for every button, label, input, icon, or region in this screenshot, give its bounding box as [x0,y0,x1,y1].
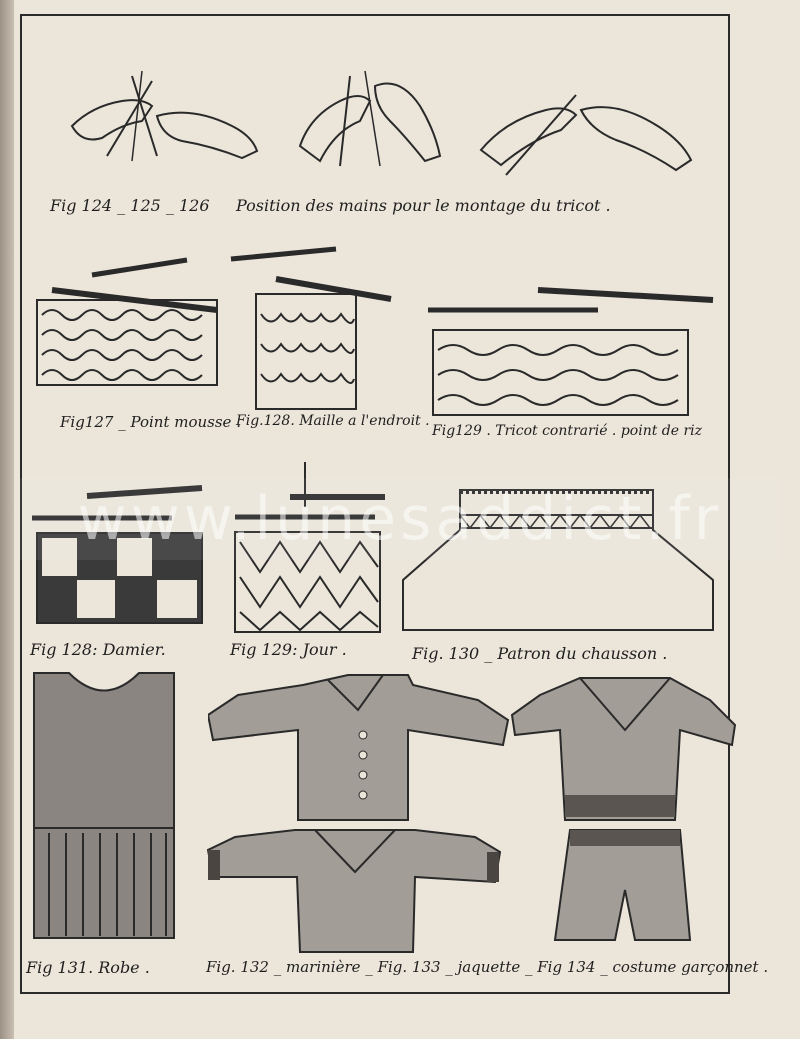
caption-fig-128-damier: Fig 128: Damier. [30,640,166,659]
mariniere-illustration [205,822,505,957]
stitch-illustration-maille-endroit [226,234,396,414]
dress-illustration [24,668,184,953]
caption-fig-128-endroit: Fig.128. Maille a l'endroit . [236,413,430,429]
caption-montage: Position des mains pour le montage du tricot . [236,196,611,215]
hands-illustration-124 [62,66,262,176]
hands-illustration-125 [290,66,450,176]
caption-fig-129-jour: Fig 129: Jour . [230,640,347,659]
watermark: www.lunesaddict.fr [20,478,780,560]
jacket-illustration [208,670,513,830]
caption-fig-124-126: Fig 124 _ 125 _ 126 [50,196,210,215]
sailor-suit-illustration [510,670,740,955]
caption-fig-129-riz: Fig129 . Tricot contrarié . point de riz [432,423,703,439]
hands-illustration-126 [476,80,696,180]
stitch-illustration-point-de-riz [428,270,718,420]
caption-fig-132-134: Fig. 132 _ marinière _ Fig. 133 _ jaquette _ Fig 134 _ costume garçonnet . [206,958,769,976]
caption-fig-130: Fig. 130 _ Patron du chausson . [412,644,668,663]
stitch-illustration-point-mousse [32,240,222,390]
caption-fig-127: Fig127 _ Point mousse . [60,413,241,431]
caption-fig-131: Fig 131. Robe . [26,958,150,977]
